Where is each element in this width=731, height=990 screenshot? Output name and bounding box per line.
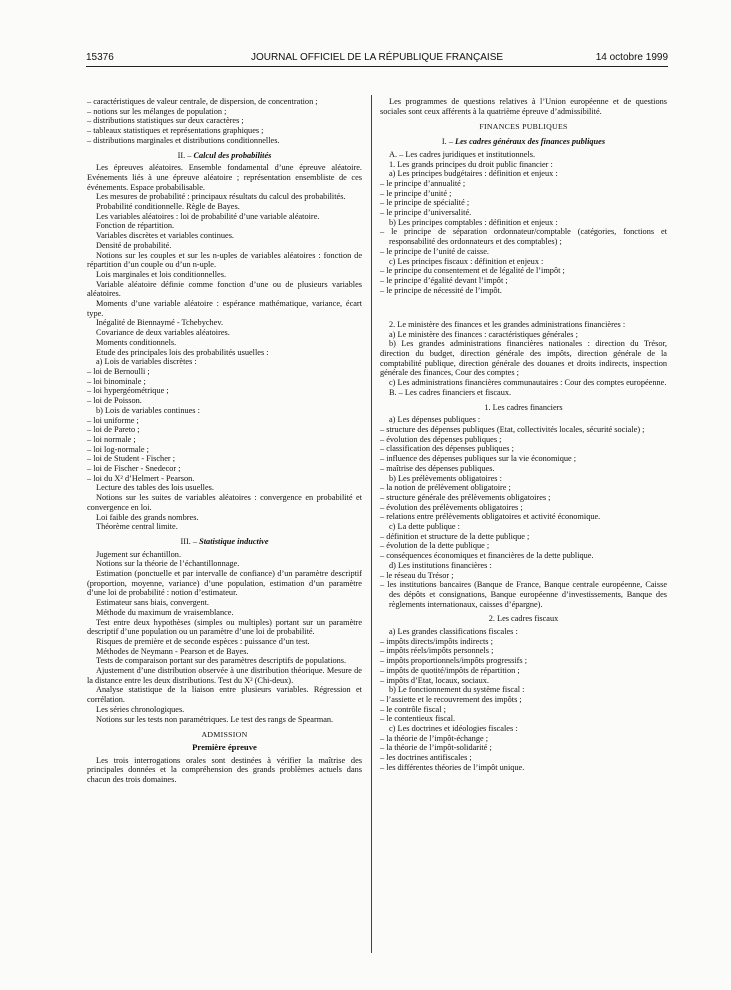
- text: Lecture des tables des lois usuelles.: [96, 483, 214, 493]
- text: Estimation (ponctuelle et par intervalle de confiance) d’un paramètre descriptif (proportion, moyenne, variance) d’une population, estimation d’un paramètre d’une loi de probabilité : notion d’estimateur.: [87, 569, 362, 598]
- text: – la notion de prélèvement obligatoire ;: [380, 483, 511, 493]
- text: 2. Les cadres fiscaux: [488, 614, 559, 624]
- text: – impôts réels/impôts personnels ;: [380, 646, 494, 656]
- text: Etude des principales lois des probabilités usuelles :: [96, 347, 269, 357]
- list-item: [87, 435, 362, 445]
- list-item: [87, 454, 362, 464]
- text: b) Le fonctionnement du système fiscal :: [389, 685, 525, 695]
- column-divider: [371, 95, 372, 953]
- list-item: [380, 276, 667, 286]
- paragraph: [380, 97, 667, 116]
- text: Moments d’une variable aléatoire : espérance mathématique, variance, écart type.: [87, 299, 362, 318]
- text: – le principe de nécessité de l’impôt.: [380, 285, 502, 295]
- paragraph: [380, 304, 667, 312]
- text: – structure générale des prélèvements obligatoires ;: [380, 492, 551, 502]
- paragraph: [87, 647, 362, 657]
- paragraph: [87, 231, 362, 241]
- text: – tableaux statistiques et représentations graphiques ;: [87, 126, 264, 136]
- paragraph: [380, 388, 667, 398]
- journal-title: JOURNAL OFFICIEL DE LA RÉPUBLIQUE FRANÇAISE: [250, 52, 504, 63]
- list-item: [380, 551, 667, 561]
- text: Covariance de deux variables aléatoires.: [96, 328, 230, 338]
- list-item: [87, 107, 362, 117]
- text: Les mesures de probabilité : principaux résultats du calcul des probabilités.: [96, 192, 346, 202]
- text: b) Les grandes administrations financières nationales : direction du Trésor, direction du budget, direction générale des impôts, direction générale de la comptabilité publique, direction générale des douanes et droits indirects, inspection générale des finances, Cour des comptes ;: [380, 339, 667, 378]
- text: – structure des dépenses publiques (Etat, collectivités locales, sécurité sociale) ;: [380, 424, 645, 434]
- text: – distributions marginales et distributions conditionnelles.: [87, 135, 280, 145]
- paragraph: [87, 241, 362, 251]
- paragraph: [87, 318, 362, 328]
- paragraph: [380, 724, 667, 734]
- text: Inégalité de Biennaymé - Tchebychev.: [96, 318, 224, 328]
- text: b) Lois de variables continues :: [96, 405, 200, 415]
- list-item: [380, 763, 667, 773]
- text: – impôts proportionnels/impôts progressifs ;: [380, 656, 528, 666]
- text: – relations entre prélèvements obligatoires et activité économique.: [380, 512, 601, 522]
- paragraph: [380, 218, 667, 228]
- list-item: [87, 116, 362, 126]
- section-heading: [87, 151, 362, 161]
- list-item: [380, 247, 667, 257]
- paragraph: [87, 299, 362, 318]
- text: – loi binominale ;: [87, 376, 146, 386]
- list-item: [380, 714, 667, 724]
- list-item: [380, 734, 667, 744]
- text: Les épreuves aléatoires. Ensemble fondamental d’une épreuve aléatoire. Evénements liés à une épreuve aléatoire ; représentation ensembliste de ces événements. Espace probabilisable.: [87, 163, 362, 192]
- paragraph: [87, 338, 362, 348]
- list-item: [380, 454, 667, 464]
- text: ADMISSION: [201, 730, 248, 740]
- text: – le principe de l’unité de caisse.: [380, 246, 489, 256]
- paragraph: [380, 330, 667, 340]
- section-heading: [380, 403, 667, 413]
- paragraph: [380, 627, 667, 637]
- text: Les programmes de questions relatives à l’Union européenne et de questions sociales sont ceux afférents à la quatrième épreuve d’admissibilité.: [380, 97, 667, 116]
- list-item: [380, 198, 667, 208]
- list-item: [380, 179, 667, 189]
- text: III. –: [180, 536, 200, 546]
- text: I. –: [441, 137, 456, 147]
- text: – impôts de quotité/impôts de répartition ;: [380, 665, 520, 675]
- text: Première épreuve: [192, 742, 257, 752]
- text: – le principe d’unité ;: [380, 188, 452, 198]
- paragraph: [380, 685, 667, 695]
- text: – maîtrise des dépenses publiques.: [380, 463, 495, 473]
- text: A. – Les cadres juridiques et institutionnels.: [389, 149, 536, 159]
- paragraph: [87, 618, 362, 637]
- text: – loi de Pareto ;: [87, 425, 140, 435]
- text: – loi log-normale ;: [87, 444, 149, 454]
- paragraph: [87, 270, 362, 280]
- text: Ajustement d’une distribution observée à une distribution théorique. Mesure de la distance entre les deux distributions. Test du X² (Chi-deux).: [87, 666, 362, 685]
- text: – les doctrines antifiscales ;: [380, 753, 472, 763]
- right-column: [380, 97, 667, 773]
- text: Variable aléatoire définie comme fonction d’une ou de plusieurs variables aléatoires.: [87, 279, 362, 299]
- text: a) Le ministère des finances : caractéristiques générales ;: [389, 329, 578, 339]
- paragraph: [87, 513, 362, 523]
- paragraph: [380, 169, 667, 179]
- list-item: [87, 136, 362, 146]
- text: – notions sur les mélanges de population ;: [87, 106, 227, 116]
- list-item: [380, 227, 667, 246]
- text: – le contentieux fiscal.: [380, 714, 456, 724]
- paragraph: [380, 160, 667, 170]
- text: – distributions statistiques sur deux caractères ;: [87, 116, 244, 126]
- heading-title: Statistique inductive: [199, 536, 269, 546]
- paragraph: [87, 163, 362, 192]
- list-item: [87, 416, 362, 426]
- text: – l’assiette et le recouvrement des impôts ;: [380, 694, 522, 704]
- list-item: [380, 743, 667, 753]
- text: – le principe d’universalité.: [380, 208, 472, 218]
- text: Notions sur les couples et sur les n-uples de variables aléatoires : fonction de répartition d’un couple ou d’un n-uple.: [87, 250, 362, 270]
- paragraph: [87, 280, 362, 299]
- text: Méthode du maximum de vraisemblance.: [96, 607, 234, 617]
- text: – impôts directs/impôts indirects ;: [380, 636, 493, 646]
- list-item: [87, 386, 362, 396]
- text: – classification des dépenses publiques ;: [380, 444, 514, 454]
- text: – évolution des prélèvements obligatoires ;: [380, 502, 523, 512]
- text: Les variables aléatoires : loi de probabilité d’une variable aléatoire.: [96, 211, 320, 221]
- text: Test entre deux hypothèses (simples ou multiples) portant sur un paramètre descriptif d’une population ou un paramètre d’une loi de probabilité.: [87, 617, 362, 637]
- text: b) Les principes comptables : définition et enjeux :: [389, 217, 558, 227]
- header-rule: [86, 66, 668, 67]
- text: Jugement sur échantillon.: [96, 549, 182, 559]
- paragraph: [87, 715, 362, 725]
- text: Tests de comparaison portant sur des paramètres descriptifs de populations.: [96, 656, 347, 666]
- publication-date: 14 octobre 1999: [595, 52, 668, 63]
- paragraph: [87, 348, 362, 358]
- text: Fonction de répartition.: [96, 221, 175, 231]
- list-item: [87, 474, 362, 484]
- text: – loi uniforme ;: [87, 415, 139, 425]
- paragraph: [380, 474, 667, 484]
- list-item: [380, 493, 667, 503]
- paragraph: [87, 656, 362, 666]
- list-item: [380, 483, 667, 493]
- text: 1. Les grands principes du droit public financier :: [389, 159, 553, 169]
- paragraph: [87, 598, 362, 608]
- paragraph: [87, 406, 362, 416]
- text: Risques de première et de seconde espèces : puissance d’un test.: [96, 636, 310, 646]
- text: – influence des dépenses publiques sur la vie économique ;: [380, 454, 577, 464]
- text: Moments conditionnels.: [96, 337, 177, 347]
- text: – loi du X² d’Helmert - Pearson.: [87, 473, 195, 483]
- list-item: [87, 445, 362, 455]
- list-item: [380, 266, 667, 276]
- list-item: [380, 695, 667, 705]
- paragraph: [380, 415, 667, 425]
- text: – loi de Fischer - Snedecor ;: [87, 464, 181, 474]
- text: – les différentes théories de l’impôt unique.: [380, 762, 525, 772]
- paragraph: [87, 685, 362, 704]
- list-item: [87, 425, 362, 435]
- text: Lois marginales et lois conditionnelles.: [96, 269, 227, 279]
- text: – loi hypergéométrique ;: [87, 386, 169, 396]
- text: II. –: [177, 150, 194, 160]
- page-header: [86, 52, 668, 66]
- list-item: [380, 656, 667, 666]
- paragraph: [87, 608, 362, 618]
- paragraph: [87, 522, 362, 532]
- section-heading: [87, 743, 362, 753]
- paragraph: [87, 559, 362, 569]
- paragraph: [87, 212, 362, 222]
- list-item: [380, 666, 667, 676]
- text: Les séries chronologiques.: [96, 704, 185, 714]
- list-item: [380, 444, 667, 454]
- text: – évolution de la dette publique ;: [380, 541, 490, 551]
- text: Théorème central limite.: [96, 522, 178, 532]
- list-item: [380, 637, 667, 647]
- text: Méthodes de Neymann - Pearson et de Bayes.: [96, 646, 249, 656]
- text: Probabilité conditionnelle. Règle de Bayes.: [96, 202, 240, 212]
- paragraph: [87, 756, 362, 785]
- heading-title: Calcul des probabilités: [193, 150, 272, 160]
- section-heading: [380, 122, 667, 132]
- text: – loi de Poisson.: [87, 396, 142, 406]
- left-column: [87, 97, 362, 785]
- paragraph: [380, 257, 667, 267]
- paragraph: [87, 637, 362, 647]
- text: – le contrôle fiscal ;: [380, 704, 446, 714]
- paragraph: [87, 493, 362, 512]
- list-item: [380, 646, 667, 656]
- list-item: [380, 208, 667, 218]
- text: Densité de probabilité.: [96, 240, 172, 250]
- text: – définition et structure de la dette publique ;: [380, 531, 530, 541]
- text: – le principe d’annualité ;: [380, 178, 466, 188]
- list-item: [380, 286, 667, 296]
- list-item: [87, 396, 362, 406]
- paragraph: [87, 221, 362, 231]
- paragraph: [87, 192, 362, 202]
- paragraph: [380, 339, 667, 378]
- paragraph: [380, 561, 667, 571]
- paragraph: [380, 320, 667, 330]
- text: Notions sur la théorie de l’échantillonnage.: [96, 559, 240, 569]
- text: – caractéristiques de valeur centrale, de dispersion, de concentration ;: [87, 97, 318, 106]
- text: – le principe d’égalité devant l’impôt ;: [380, 275, 508, 285]
- paragraph: [87, 569, 362, 598]
- list-item: [87, 126, 362, 136]
- list-item: [87, 367, 362, 377]
- text: – le principe de séparation ordonnateur/comptable (catégories, fonctions et responsabilité des ordonnateurs et des comptables) ;: [380, 227, 667, 247]
- text: Notions sur les suites de variables aléatoires : convergence en probabilité et convergence en loi.: [87, 493, 362, 512]
- paragraph: [87, 328, 362, 338]
- list-item: [380, 512, 667, 522]
- list-item: [380, 464, 667, 474]
- text: a) Les principes budgétaires : définition et enjeux :: [389, 169, 558, 179]
- text: – conséquences économiques et financières de la dette publique.: [380, 551, 594, 561]
- list-item: [380, 503, 667, 513]
- list-item: [87, 464, 362, 474]
- text: Variables discrètes et variables continues.: [96, 231, 235, 241]
- text: – impôts d’Etat, locaux, sociaux.: [380, 675, 489, 685]
- paragraph: [87, 705, 362, 715]
- paragraph: [87, 666, 362, 685]
- text: a) Les grandes classifications fiscales :: [389, 627, 518, 637]
- section-heading: [87, 730, 362, 740]
- text: Les trois interrogations orales sont destinées à vérifier la maîtrise des principales données et la compréhension des grands problèmes actuels dans chacun des trois domaines.: [87, 755, 362, 785]
- text: – le principe de spécialité ;: [380, 198, 470, 208]
- list-item: [380, 425, 667, 435]
- section-heading: [87, 537, 362, 547]
- page-number: 15376: [86, 52, 114, 63]
- text: a) Les dépenses publiques :: [389, 415, 481, 425]
- paragraph: [380, 378, 667, 388]
- list-item: [87, 97, 362, 107]
- text: – les institutions bancaires (Banque de France, Banque centrale européenne, Caisse des dépôts et consignations, Banque européenne d’investissements, Banque des règlements internationaux, caisses d’épargne).: [380, 580, 667, 609]
- text: c) Les doctrines et idéologies fiscales :: [389, 724, 518, 734]
- list-item: [380, 580, 667, 609]
- list-item: [87, 377, 362, 387]
- text: – la théorie de l’impôt-échange ;: [380, 733, 489, 743]
- paragraph: [87, 483, 362, 493]
- text: Loi faible des grands nombres.: [96, 512, 199, 522]
- list-item: [380, 705, 667, 715]
- text: 2. Le ministère des finances et les grandes administrations financières :: [389, 319, 626, 329]
- paragraph: [380, 522, 667, 532]
- list-item: [380, 532, 667, 542]
- list-item: [380, 571, 667, 581]
- text: – la théorie de l’impôt-solidarité ;: [380, 743, 492, 753]
- text: b) Les prélèvements obligatoires :: [389, 473, 502, 483]
- paragraph: [87, 251, 362, 270]
- text: 1. Les cadres financiers: [484, 402, 563, 412]
- text: – évolution des dépenses publiques ;: [380, 434, 502, 444]
- text: c) Les administrations financières communautaires : Cour des comptes européenne.: [389, 378, 667, 388]
- list-item: [380, 435, 667, 445]
- text: – loi de Student - Fischer ;: [87, 454, 176, 464]
- section-heading: [380, 137, 667, 147]
- paragraph: [380, 150, 667, 160]
- text: Estimateur sans biais, convergent.: [96, 598, 209, 608]
- text: – le principe du consentement et de légalité de l’impôt ;: [380, 266, 565, 276]
- text: c) La dette publique :: [389, 522, 460, 532]
- section-heading: [380, 614, 667, 624]
- list-item: [380, 753, 667, 763]
- list-item: [380, 189, 667, 199]
- heading-title: Les cadres généraux des finances publiques: [455, 137, 606, 147]
- text: FINANCES PUBLIQUES: [479, 122, 568, 132]
- text: – le réseau du Trésor ;: [380, 570, 454, 580]
- text: Notions sur les tests non paramétriques. Le test des rangs de Spearman.: [96, 714, 334, 724]
- list-item: [380, 676, 667, 686]
- text: B. – Les cadres financiers et fiscaux.: [389, 387, 512, 397]
- text: c) Les principes fiscaux : définition et enjeux :: [389, 256, 544, 266]
- text: d) Les institutions financières :: [389, 560, 492, 570]
- paragraph: [87, 357, 362, 367]
- text: – loi de Bernoulli ;: [87, 366, 150, 376]
- text: a) Lois de variables discrètes :: [96, 357, 197, 367]
- text: Analyse statistique de la liaison entre plusieurs variables. Régression et corrélation.: [87, 685, 362, 705]
- paragraph: [87, 550, 362, 560]
- list-item: [380, 541, 667, 551]
- paragraph: [87, 202, 362, 212]
- text: – loi normale ;: [87, 434, 136, 444]
